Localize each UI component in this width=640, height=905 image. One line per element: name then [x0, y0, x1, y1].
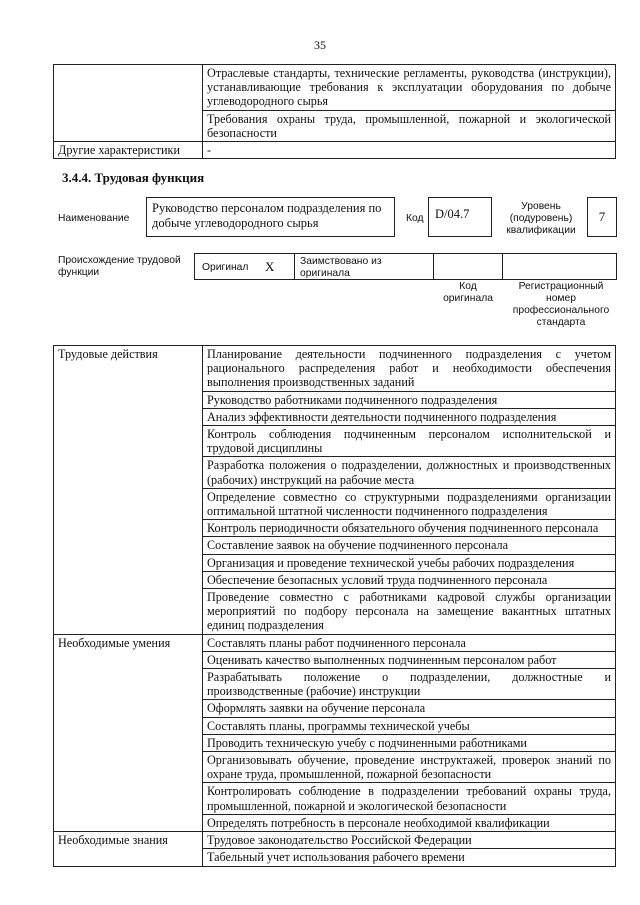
code-original-cell: [433, 253, 503, 280]
code-value: D/04.7: [435, 207, 470, 221]
function-name-value: Руководство персоналом подразделения по добыче углеводородного сырья: [152, 201, 382, 230]
row-item: Разрабатывать положение о подразделении, должностные и производственные (рабочие) инструкции: [203, 669, 616, 700]
section-title: 3.4.4. Трудовая функция: [62, 170, 205, 185]
labor-function-table: [53, 345, 616, 867]
original-cell: [194, 253, 295, 280]
row-item: Отраслевые стандарты, технические регламенты, руководства (инструкции), устанавливающие требования к эксплуатации оборудования по добыче углеводородного сырья: [203, 65, 616, 111]
row-item: Трудовое законодательство Российской Федерации: [203, 832, 616, 849]
borrowed-cell: [294, 253, 434, 280]
code-original-caption: Код оригинала: [443, 281, 493, 304]
row-label: Необходимые знания: [54, 832, 203, 866]
table-row: [54, 634, 616, 651]
row-item: Составлять планы, программы технической учебы: [203, 717, 616, 734]
row-item: Обеспечение безопасных условий труда подчиненного персонала: [203, 571, 616, 588]
row-item: Организация и проведение технической учебы рабочих подразделения: [203, 554, 616, 571]
reg-number-caption: Регистрационный номер профессионального стандарта: [512, 281, 610, 328]
table-row: [54, 65, 616, 111]
row-item: Руководство работниками подчиненного подразделения: [203, 391, 616, 408]
level-label: Уровень (подуровень) квалификации: [506, 201, 576, 236]
borrowed-label: Заимствовано из оригинала: [300, 256, 382, 279]
row-item: Контроль периодичности обязательного обучения подчиненного персонала: [203, 520, 616, 537]
row-item: Разработка положения о подразделении, должностных и производственных (рабочих) инструкций на рабочие места: [203, 457, 616, 488]
row-item: Табельный учет использования рабочего времени: [203, 849, 616, 866]
reg-number-cell: [502, 253, 617, 280]
row-item: Составлять планы работ подчиненного персонала: [203, 634, 616, 651]
row-label: Необходимые умения: [54, 634, 203, 831]
row-label: Другие характеристики: [54, 142, 203, 159]
row-label: [54, 65, 203, 142]
row-item: Требования охраны труда, промышленной, пожарной и экологической безопасности: [203, 110, 616, 141]
original-mark: X: [265, 259, 275, 274]
row-label: Трудовые действия: [54, 346, 203, 635]
table-row: [54, 142, 616, 159]
row-item: Планирование деятельности подчиненного подразделения с учетом рационального распределения работ и необходимости обеспечения выполнения производственных заданий: [203, 346, 616, 392]
row-item: Организовывать обучение, проведение инструктажей, проверок знаний по охране труда, промышленной, пожарной безопасности: [203, 752, 616, 783]
table-row: [54, 346, 616, 392]
row-item: Составление заявок на обучение подчиненного персонала: [203, 537, 616, 554]
original-label: Оригинал: [202, 262, 249, 273]
level-value: 7: [598, 209, 606, 224]
function-name-box: [146, 197, 395, 237]
table-row: [54, 832, 616, 849]
origin-label: Происхождение трудовой функции: [58, 255, 181, 278]
top-requirements-table: [53, 64, 616, 159]
row-item: -: [203, 142, 616, 159]
code-box: [428, 197, 492, 237]
name-label: Наименование: [58, 213, 130, 224]
level-box: [587, 197, 617, 237]
row-item: Оценивать качество выполненных подчиненным персоналом работ: [203, 651, 616, 668]
row-item: Определение совместно со структурными подразделениями организации оптимальной штатной численности подчиненного подразделения: [203, 488, 616, 519]
code-label: Код: [406, 213, 424, 224]
row-item: Проведение совместно с работниками кадровой службы организации мероприятий по подбору персонала на замещение вакантных штатных единиц подразделения: [203, 589, 616, 635]
page-number: 35: [314, 38, 326, 52]
row-item: Контроль соблюдения подчиненным персоналом исполнительской и трудовой дисциплины: [203, 426, 616, 457]
row-item: Анализ эффективности деятельности подчиненного подразделения: [203, 408, 616, 425]
row-item: Проводить техническую учебу с подчиненными работниками: [203, 734, 616, 751]
row-item: Определять потребность в персонале необходимой квалификации: [203, 814, 616, 831]
row-item: Контролировать соблюдение в подразделении требований охраны труда, промышленной, пожарной и экологической безопасности: [203, 783, 616, 814]
row-item: Оформлять заявки на обучение персонала: [203, 700, 616, 717]
